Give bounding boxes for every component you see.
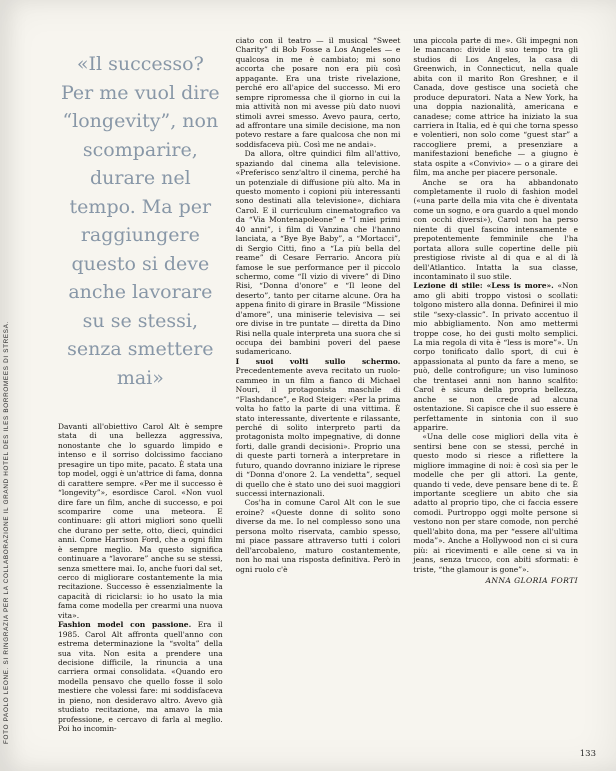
paragraph-text: «Non amo gli abiti troppo vistosi o scollati: tolgono mistero alla donna. Definirei il mio stile “sexy-classic”. In privato accentuo il mio abbigliamento. Non amo mettermi troppe cose, ho dei gusti molto semplici. La mia regola di vita è “less is more”». Un corpo tonificato dallo sport, di cui è appassionata al punto da fare a meno, se può, delle controfigure; un viso luminoso che trentasei anni non hanno scalfito: Carol è sicura della propria bellezza, anche se non crede ad alcuna ostentazione. Si capisce che il suo essere è perfettamente in sintonia con il suo apparire.	[413, 281, 579, 432]
column-2	[236, 36, 401, 743]
column-3	[413, 36, 578, 743]
article	[58, 36, 578, 743]
paragraph	[413, 281, 578, 432]
paragraph-text: una piccola parte di me». Gli impegni non le mancano: divide il suo tempo tra gli studios di Los Angeles, la casa di Greenwich, in Connecticut, nella quale abita con il marito Ron Greshner, e il Canada, dove gestisce una società che produce depuratori. Nata a New York, ha una doppia nazionalità, americana e canadese; come attrice ha iniziato la sua carriera in Italia, ed è qui che torna spesso e volentieri, non solo come “guest star” a raccogliere premi, a presenziare a manifestazioni benefiche — a giugno è stata ospite a «Convivio» — o a girare dei film, ma anche per piacere personale.	[413, 36, 579, 178]
paragraph-text: Davanti all'obiettivo Carol Alt è sempre stata di una bellezza aggressiva, nonostante che lo sguardo limpido e intenso e il sorriso dolcissimo facciano presagire un tipo mite, pacato. È stata una top model, oggi è un'attrice di fama, donna di carattere sempre. «Per me il successo è “longevity”», esordisce Carol. «Non vuol dire fare un film, anche di successo, e poi scomparire come una meteora. E continuare: gli attori migliori sono quelli che durano per sette, otto, dieci, quindici anni. Come Harrison Ford, che a ogni film è sempre meglio. Ma questo significa continuare a “lavorare” anche su se stessi, senza smettere mai. Io, anche fuori dal set, cerco di migliorare costantemente la mia recitazione. Successo è essenzialmente la capacità di riciclarsi: io ho usato la mia fama come modella per crearmi una nuova vita».	[58, 422, 223, 620]
paragraph	[58, 422, 223, 620]
page-number: 133	[579, 749, 596, 759]
paragraph	[236, 36, 401, 149]
photo-credit-vertical: FOTO PAOLO LEONE. SI RINGRAZIA PER LA COLLABORAZIONE IL GRAND HOTEL DES ILES BORROMEES DI STRESA.	[3, 320, 10, 744]
byline: ANNA GLORIA FORTI	[485, 575, 579, 585]
paragraph-text: ciato con il teatro — il musical “Sweet Charity” di Bob Fosse a Los Angeles — e qualcosa in me è cambiato; mi sono accorta che posare non era più così appagante. Era una triste rivelazione, perché ero all'apice del successo. Mi ero sempre ripromessa che il giorno in cui la mia attività non mi avesse più dato nuovi stimoli avrei smesso. Avevo paura, certo, ad affrontare una simile decisione, ma non potevo restare a fare qualcosa che non mi soddisfaceva più. Così me ne andai».	[235, 36, 401, 149]
paragraph-text: Anche se ora ha abbandonato completamente il ruolo di fashion model («una parte della mia vita che è diventata come un sogno, e ora guardo a quel mondo con occhi diversi»), Carol non ha perso niente di quel fascino intensamente e prepotentemente femminile che l'ha portata allora sulle copertine delle più prestigiose riviste al di qua e al di là dell'Atlantico. Intatta la sua classe, incontaminato il suo stile.	[413, 177, 579, 281]
paragraph	[58, 620, 223, 733]
paragraph	[413, 432, 578, 574]
pull-quote: «Il successo? Per me vuol dire “longevity”, non scomparire, durare nel tempo. Ma per raggiungere questo si deve anche lavorare su se stessi, senza smettere mai»	[60, 53, 220, 389]
paragraph	[236, 149, 401, 357]
column-1	[58, 36, 223, 743]
paragraph	[413, 178, 578, 282]
run-in-heading: I suoi volti sullo schermo.	[235, 356, 401, 366]
paragraph-text: Cos'ha in comune Carol Alt con le sue eroine? «Queste donne di solito sono diverse da me. Io nel complesso sono una persona molto riservata, cambio spesso, mi piace passare attraverso tutti i colori dell'arcobaleno, maturo costantemente, non ho mai una risposta definitiva. Però in ogni ruolo c'è	[235, 498, 401, 574]
paragraph	[236, 498, 401, 574]
paragraph-text: Precedentemente aveva recitato un ruolo-cammeo in un film a fianco di Michael Nouri, il protagonista maschile di “Flashdance”, e Rod Steiger: «Per la prima volta ho fatto la parte di una vittima. È stato interessante, divertente e rilassante, perché di solito interpreto parti da protagonista molto impegnative, di donne forti, dalle grandi decisioni». Proprio una di queste parti tornerà a interpretare in futuro, quando dovranno iniziare le riprese di “Donna d'onore 2. La vendetta”, sequel di quello che è stato uno dei suoi maggiori successi internazionali.	[235, 366, 401, 498]
paragraph	[413, 36, 578, 178]
paragraph-text: «Una delle cose migliori della vita è sentirsi bene con se stessi, perché in questo modo si riesce a riflettere la migliore immagine di noi: è così sia per le modelle che per gli attori. La gente, quando ti vede, deve pensare bene di te. È importante scegliere un abito che sia adatto al proprio tipo, che ci faccia essere comodi. Purtroppo oggi molte persone si vestono non per stare comode, non perché quell'abito dona, ma per “essere all'ultima moda”». Anche a Hollywood non ci si cura più: ai ricevimenti e alle cene si va in jeans, senza trucco, con abiti sformati: è triste, “the glamour is gone”».	[413, 432, 579, 574]
run-in-heading: Lezione di stile: «Less is more».	[413, 281, 554, 291]
paragraph-text: Era il 1985. Carol Alt affronta quell'anno con estrema determinazione la “svolta” della sua vita. Non esita a prendere una decisione difficile, la rinuncia a una carriera ormai consolidata. «Quando ero modella pensavo che quello fosse il solo mestiere che volessi fare: mi soddisfaceva in pieno, non desideravo altro. Avevo già studiato recitazione, ma amavo la mia professione, e cercavo di farla al meglio. Poi ho incomin-	[58, 620, 223, 733]
run-in-heading: Fashion model con passione.	[58, 620, 192, 630]
paragraph-text: Da allora, oltre quindici film all'attivo, spaziando dal cinema alla televisione. «Preferisco senz'altro il cinema, perché ha un potenziale di diffusione più alto. Ma in questo momento i copioni più interessanti sono destinati alla televisione», dichiara Carol. E il curriculum cinematografico va da “Via Montenapoleone” e “I miei primi 40 anni”, i film di Vanzina che l'hanno lanciata, a “Bye Bye Baby”, a “Mortacci”, di Sergio Citti, fino a “La più bella del reame” di Cesare Ferrario. Ancora più famose le sue performance per il piccolo schermo, come “Il vizio di vivere” di Dino Risi, “Donna d'onore” e “Il leone del deserto”, tanto per citarne alcune. Ora ha appena finito di girare in Brasile “Missione d'amore”, una miniserie televisiva — sei ore divise in tre puntate — diretta da Dino Risi nella quale interpreta una suora che si occupa dei bambini poveri del paese sudamericano.	[235, 149, 401, 357]
paragraph	[236, 357, 401, 499]
